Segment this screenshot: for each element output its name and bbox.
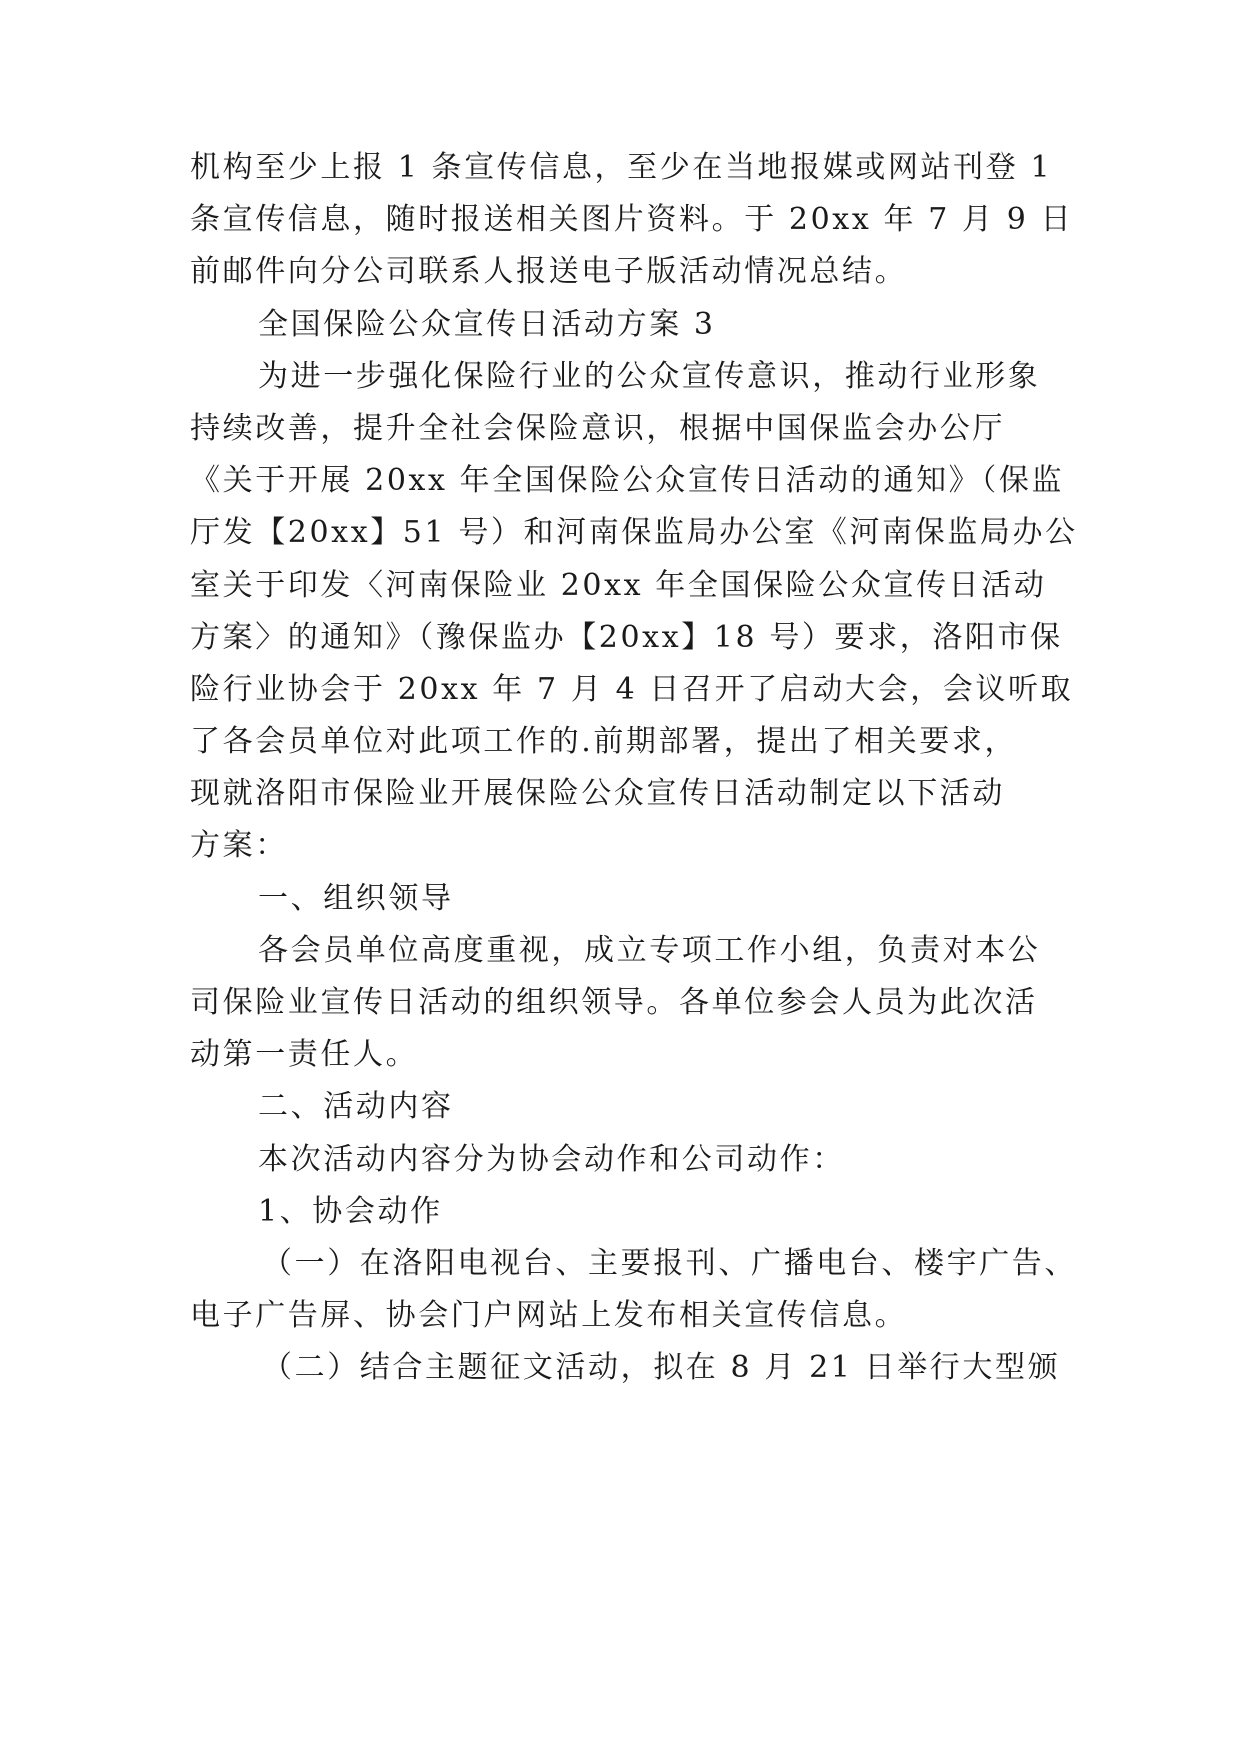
- body-text-line: 动第一责任人。: [190, 1037, 419, 1072]
- heading-organization: 一、组织领导: [258, 881, 454, 916]
- body-text-line: 为进一步强化保险行业的公众宣传意识，推动行业形象: [258, 359, 1041, 394]
- body-text-line: 了各会员单位对此项工作的.前期部署，提出了相关要求，: [190, 724, 1018, 759]
- heading-activity-content: 二、活动内容: [258, 1089, 454, 1124]
- body-text-line: 现就洛阳市保险业开展保险公众宣传日活动制定以下活动: [190, 776, 1005, 811]
- body-text-line: 条宣传信息，随时报送相关图片资料。于 20xx 年 7 月 9 日: [190, 202, 1074, 237]
- body-text-line: （二）结合主题征文活动，拟在 8 月 21 日举行大型颁: [262, 1350, 1061, 1385]
- body-text-line: 司保险业宣传日活动的组织领导。各单位参会人员为此次活: [190, 985, 1038, 1020]
- body-text-line: 室关于印发〈河南保险业 20xx 年全国保险公众宣传日活动: [190, 568, 1047, 603]
- body-text-line: 方案：: [190, 828, 288, 863]
- body-text-line: 各会员单位高度重视，成立专项工作小组，负责对本公: [258, 933, 1041, 968]
- body-text-line: 电子广告屏、协会门户网站上发布相关宣传信息。: [190, 1298, 908, 1333]
- body-text-line: 厅发【20xx】51 号）和河南保监局办公室《河南保监局办公: [190, 515, 1078, 550]
- section-title: 全国保险公众宣传日活动方案 3: [258, 307, 716, 342]
- subheading-association-actions: 1、协会动作: [258, 1194, 443, 1229]
- body-text-line: 持续改善，提升全社会保险意识，根据中国保监会办公厅: [190, 411, 1005, 446]
- body-text-line: （一）在洛阳电视台、主要报刊、广播电台、楼宇广告、: [262, 1246, 1077, 1281]
- body-text-line: 前邮件向分公司联系人报送电子版活动情况总结。: [190, 254, 908, 289]
- body-text-line: 本次活动内容分为协会动作和公司动作：: [258, 1142, 845, 1177]
- body-text-line: 《关于开展 20xx 年全国保险公众宣传日活动的通知》（保监: [190, 463, 1065, 498]
- body-text-line: 险行业协会于 20xx 年 7 月 4 日召开了启动大会，会议听取: [190, 672, 1074, 707]
- body-text-line: 机构至少上报 1 条宣传信息，至少在当地报媒或网站刊登 1: [190, 150, 1053, 185]
- body-text-line: 方案〉的通知》（豫保监办【20xx】18 号）要求，洛阳市保: [190, 620, 1063, 655]
